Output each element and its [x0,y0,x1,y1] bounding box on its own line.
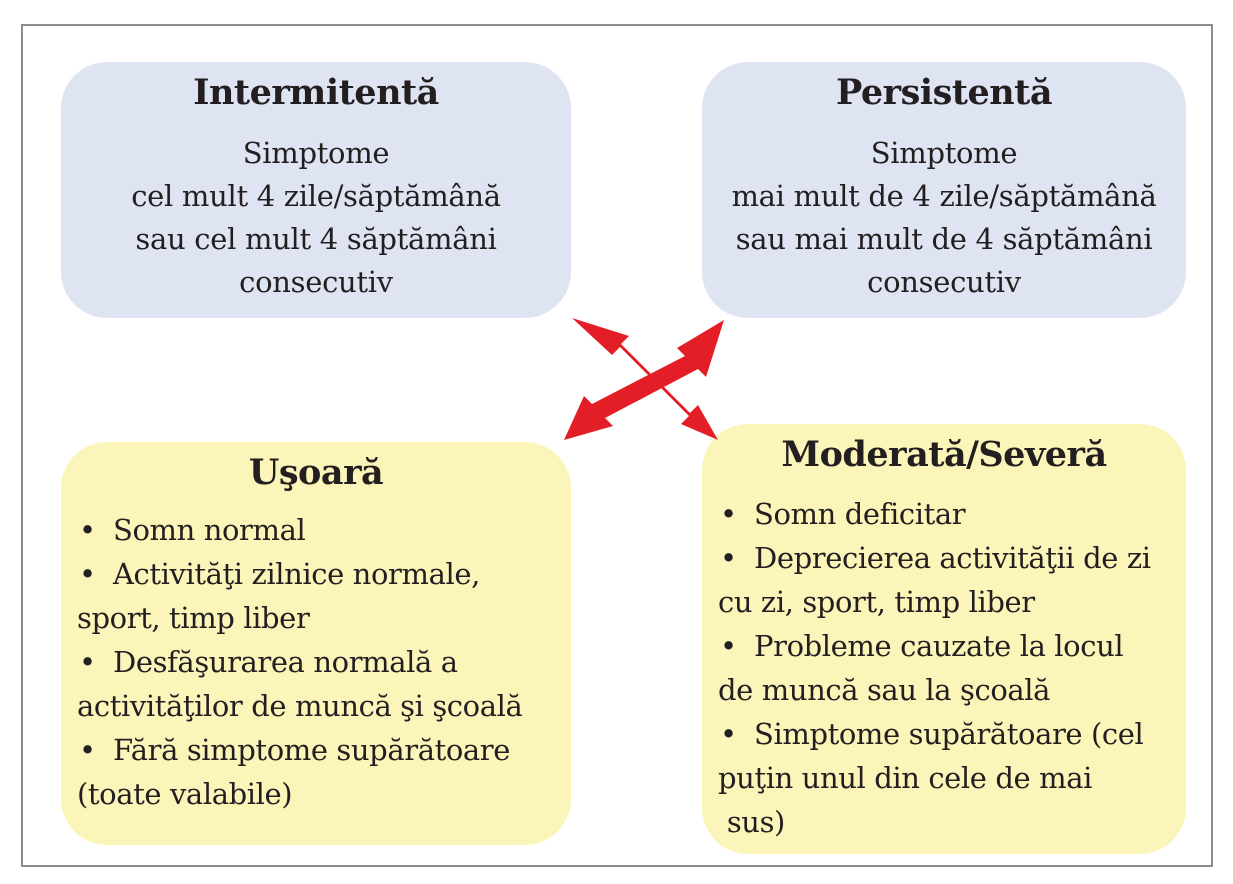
severe-list-continuation: puţin unul din cele de mai [718,761,1092,795]
mild-list-continuation: sport, timp liber [77,601,310,635]
persistent-line: Simptome [870,136,1018,170]
mild-list-item: • Desfăşurarea normală a [79,645,458,679]
mild-title: Uşoară [248,452,384,493]
persistent-title: Persistentă [835,72,1053,113]
severe-title: Moderată/Severă [781,434,1107,475]
intermittent-line: Simptome [242,136,390,170]
severe-list-continuation: de muncă sau la şcoală [718,673,1051,707]
mild-list-item: • Fără simptome supărătoare [79,733,511,767]
mild-list-item: • Activităţi zilnice normale, [79,557,480,591]
severe-list-item: • Deprecierea activităţii de zi [720,541,1151,575]
mild-list-continuation: activităţilor de muncă şi şcoală [77,689,523,723]
persistent-line: sau mai mult de 4 săptămâni [735,222,1153,256]
intermittent-title: Intermitentă [193,72,439,113]
intermittent-line: sau cel mult 4 săptămâni [135,222,497,256]
persistent-line: mai mult de 4 zile/săptămână [731,179,1157,213]
severe-list-item: • Somn deficitar [720,497,966,531]
severe-list-item: • Probleme cauzate la locul [720,629,1124,663]
intermittent-line: consecutiv [239,265,393,299]
persistent-line: consecutiv [867,265,1021,299]
severe-list-continuation: sus) [718,805,785,839]
severe-list-continuation: cu zi, sport, timp liber [718,585,1035,619]
mild-list-continuation: (toate valabile) [77,777,293,811]
mild-list-item: • Somn normal [79,513,306,547]
intermittent-line: cel mult 4 zile/săptămână [131,179,501,213]
severe-list-item: • Simptome supărătoare (cel [720,717,1144,751]
